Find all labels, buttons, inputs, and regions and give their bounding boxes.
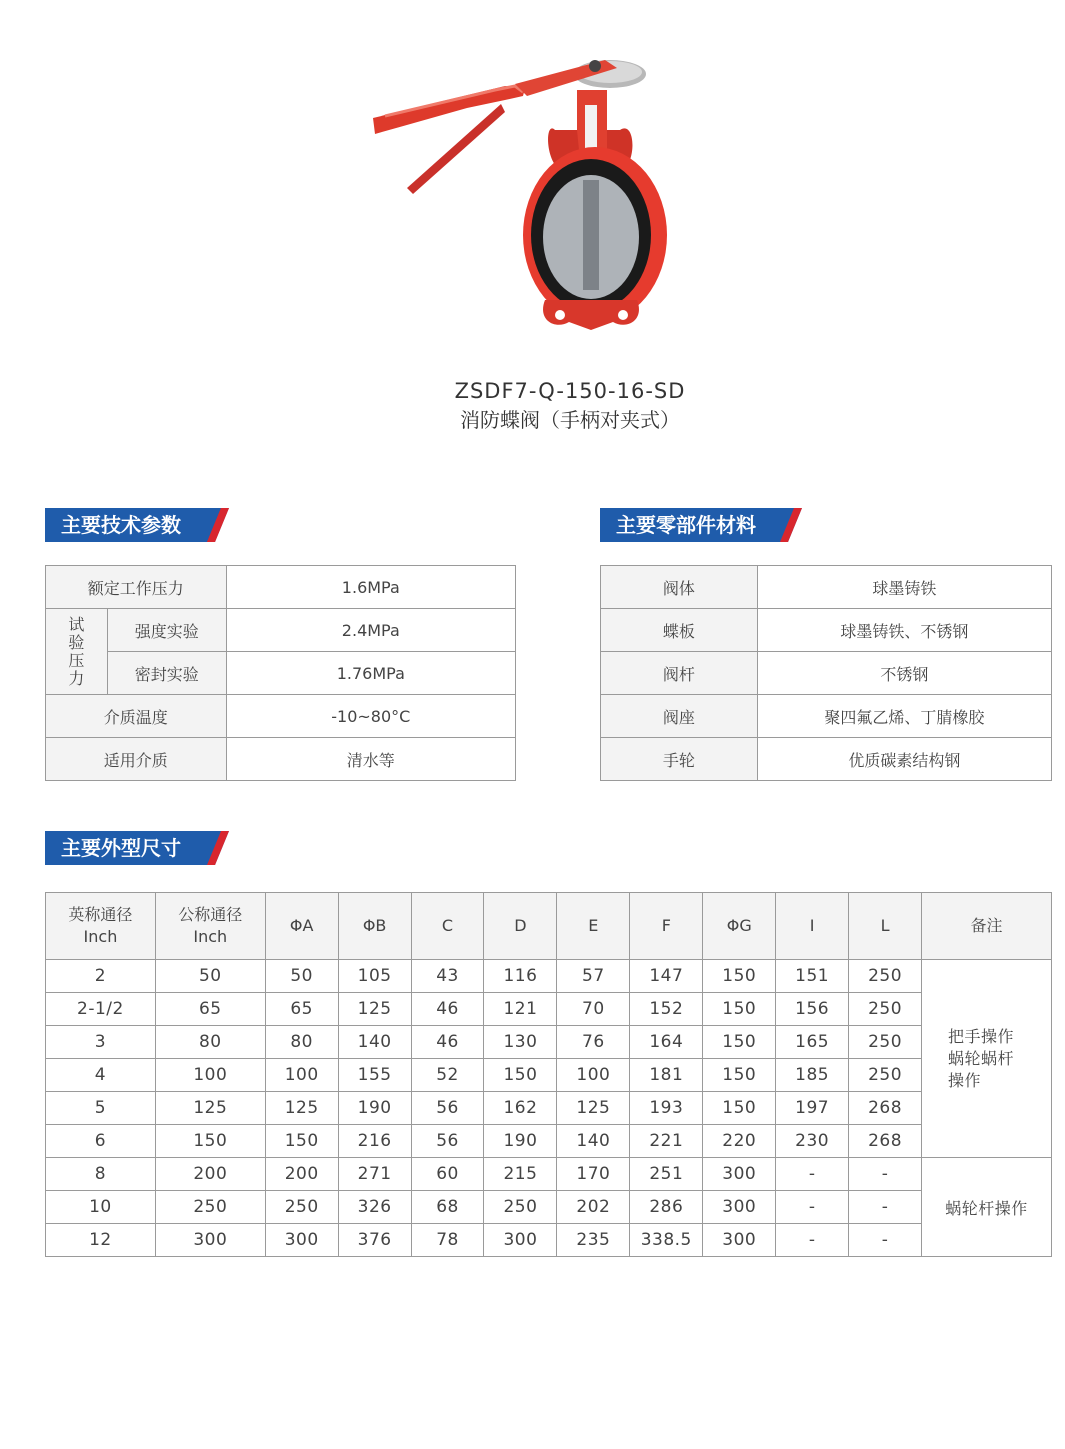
table-cell: 57 (557, 960, 630, 993)
table-row (601, 738, 1052, 781)
table-cell: 250 (849, 1059, 922, 1092)
table-cell: 121 (484, 993, 557, 1026)
table-cell: 197 (776, 1092, 849, 1125)
table-cell: 202 (557, 1191, 630, 1224)
table-cell: 100 (155, 1059, 265, 1092)
table-cell: 6 (46, 1125, 156, 1158)
note-cell-worm: 蜗轮杆操作 (922, 1158, 1052, 1257)
header-dn (155, 893, 265, 960)
header-c: C (411, 893, 484, 960)
table-row (46, 1158, 1052, 1191)
table-cell: 268 (849, 1125, 922, 1158)
strength-test-value: 2.4MPa (226, 609, 515, 652)
header-dn-cn: 公称通径 (178, 905, 243, 924)
table-cell: 150 (265, 1125, 338, 1158)
header-g: ΦG (703, 893, 776, 960)
table-row (46, 1059, 1052, 1092)
medium-temp-label: 介质温度 (46, 695, 227, 738)
table-cell: 70 (557, 993, 630, 1026)
table-cell: - (849, 1158, 922, 1191)
table-cell: 150 (703, 960, 776, 993)
table-cell: 68 (411, 1191, 484, 1224)
table-cell: 300 (703, 1191, 776, 1224)
table-cell: 235 (557, 1224, 630, 1257)
table-cell: 140 (557, 1125, 630, 1158)
table-cell: 12 (46, 1224, 156, 1257)
seal-test-value: 1.76MPa (226, 652, 515, 695)
table-cell: 251 (630, 1158, 703, 1191)
product-name: 消防蝶阀（手柄对夹式） (460, 408, 680, 432)
table-row (46, 1092, 1052, 1125)
header-dn-en: Inch (193, 927, 228, 946)
table-cell: 230 (776, 1125, 849, 1158)
table-row (46, 1191, 1052, 1224)
table-cell: 185 (776, 1059, 849, 1092)
table-cell: 271 (338, 1158, 411, 1191)
table-cell: 65 (155, 993, 265, 1026)
table-cell: 125 (265, 1092, 338, 1125)
table-cell: 150 (484, 1059, 557, 1092)
table-cell: 46 (411, 1026, 484, 1059)
table-cell: 300 (703, 1158, 776, 1191)
table-row (46, 738, 516, 781)
table-cell: 46 (411, 993, 484, 1026)
table-cell: 250 (849, 960, 922, 993)
test-pressure-text: 试验压力 (68, 614, 85, 688)
header-inch-en: Inch (83, 927, 118, 946)
table-cell: 80 (155, 1026, 265, 1059)
rated-pressure-value: 1.6MPa (226, 566, 515, 609)
table-cell: 105 (338, 960, 411, 993)
table-row (46, 1026, 1052, 1059)
materials-table (600, 565, 1052, 781)
section-title: 主要零部件材料 (600, 508, 780, 542)
applicable-medium-label: 适用介质 (46, 738, 227, 781)
material-part-label: 阀体 (601, 566, 758, 609)
slash-decoration-icon (780, 508, 802, 542)
table-cell: 250 (849, 993, 922, 1026)
table-cell: 193 (630, 1092, 703, 1125)
table-row (46, 566, 516, 609)
table-cell: 190 (484, 1125, 557, 1158)
table-cell: 100 (557, 1059, 630, 1092)
table-cell: 150 (155, 1125, 265, 1158)
table-cell: 220 (703, 1125, 776, 1158)
seal-test-label: 密封实验 (107, 652, 226, 695)
table-cell: 2 (46, 960, 156, 993)
table-cell: 76 (557, 1026, 630, 1059)
table-cell: 215 (484, 1158, 557, 1191)
table-cell: 78 (411, 1224, 484, 1257)
test-pressure-group-label (46, 609, 108, 695)
table-cell: 2-1/2 (46, 993, 156, 1026)
table-row (46, 652, 516, 695)
dimensions-table (45, 892, 1052, 1257)
table-cell: 216 (338, 1125, 411, 1158)
table-cell: 268 (849, 1092, 922, 1125)
table-cell: 150 (703, 1092, 776, 1125)
table-cell: 147 (630, 960, 703, 993)
table-row (601, 695, 1052, 738)
table-cell: 300 (484, 1224, 557, 1257)
material-part-label: 手轮 (601, 738, 758, 781)
table-cell: 155 (338, 1059, 411, 1092)
table-cell: 338.5 (630, 1224, 703, 1257)
table-cell: 130 (484, 1026, 557, 1059)
material-value: 球墨铸铁 (757, 566, 1051, 609)
table-cell: 162 (484, 1092, 557, 1125)
table-cell: 3 (46, 1026, 156, 1059)
header-f: F (630, 893, 703, 960)
table-cell: - (776, 1191, 849, 1224)
table-cell: 376 (338, 1224, 411, 1257)
table-cell: 50 (265, 960, 338, 993)
table-row (46, 993, 1052, 1026)
table-cell: 190 (338, 1092, 411, 1125)
table-cell: 200 (265, 1158, 338, 1191)
header-a: ΦA (265, 893, 338, 960)
table-cell: 125 (557, 1092, 630, 1125)
tech-params-table (45, 565, 516, 781)
product-title-block (0, 376, 1065, 434)
header-e: E (557, 893, 630, 960)
table-cell: 56 (411, 1125, 484, 1158)
table-cell: 8 (46, 1158, 156, 1191)
table-cell: 43 (411, 960, 484, 993)
table-row (46, 1125, 1052, 1158)
table-cell: 165 (776, 1026, 849, 1059)
table-cell: 286 (630, 1191, 703, 1224)
table-cell: 250 (155, 1191, 265, 1224)
header-inch (46, 893, 156, 960)
table-cell: 250 (849, 1026, 922, 1059)
table-row (46, 960, 1052, 993)
table-cell: 125 (338, 993, 411, 1026)
table-cell: 65 (265, 993, 338, 1026)
rated-pressure-label: 额定工作压力 (46, 566, 227, 609)
slash-decoration-icon (207, 508, 229, 542)
table-cell: 300 (703, 1224, 776, 1257)
header-note: 备注 (922, 893, 1052, 960)
table-cell: 221 (630, 1125, 703, 1158)
table-cell: 152 (630, 993, 703, 1026)
slash-decoration-icon (207, 831, 229, 865)
product-model: ZSDF7-Q-150-16-SD (454, 379, 686, 403)
note-cell-handle: 把手操作 蜗轮蜗杆 操作 (922, 960, 1052, 1158)
table-header-row (46, 893, 1052, 960)
table-cell: 150 (703, 1026, 776, 1059)
table-cell: 150 (703, 993, 776, 1026)
table-cell: 326 (338, 1191, 411, 1224)
butterfly-valve-image (355, 30, 695, 340)
table-cell: 181 (630, 1059, 703, 1092)
section-title: 主要外型尺寸 (45, 831, 207, 865)
header-inch-cn: 英称通径 (68, 905, 133, 924)
table-row (601, 652, 1052, 695)
table-row (46, 609, 516, 652)
table-cell: 60 (411, 1158, 484, 1191)
table-cell: 300 (265, 1224, 338, 1257)
table-cell: 200 (155, 1158, 265, 1191)
table-cell: 52 (411, 1059, 484, 1092)
table-cell: 170 (557, 1158, 630, 1191)
table-row (46, 695, 516, 738)
table-cell: 151 (776, 960, 849, 993)
header-i: I (776, 893, 849, 960)
material-value: 优质碳素结构钢 (757, 738, 1051, 781)
material-value: 不锈钢 (757, 652, 1051, 695)
material-part-label: 阀座 (601, 695, 758, 738)
material-value: 球墨铸铁、不锈钢 (757, 609, 1051, 652)
table-cell: - (776, 1158, 849, 1191)
strength-test-label: 强度实验 (107, 609, 226, 652)
table-cell: 300 (155, 1224, 265, 1257)
table-cell: 250 (265, 1191, 338, 1224)
header-d: D (484, 893, 557, 960)
header-l: L (849, 893, 922, 960)
table-row (601, 609, 1052, 652)
material-part-label: 阀杆 (601, 652, 758, 695)
table-cell: 56 (411, 1092, 484, 1125)
table-cell: - (849, 1191, 922, 1224)
table-cell: 10 (46, 1191, 156, 1224)
table-cell: 80 (265, 1026, 338, 1059)
applicable-medium-value: 清水等 (226, 738, 515, 781)
table-row (601, 566, 1052, 609)
table-cell: 4 (46, 1059, 156, 1092)
table-cell: 50 (155, 960, 265, 993)
material-value: 聚四氟乙烯、丁腈橡胶 (757, 695, 1051, 738)
table-cell: - (776, 1224, 849, 1257)
table-cell: 140 (338, 1026, 411, 1059)
section-title: 主要技术参数 (45, 508, 207, 542)
table-cell: - (849, 1224, 922, 1257)
table-cell: 250 (484, 1191, 557, 1224)
medium-temp-value: -10~80°C (226, 695, 515, 738)
table-cell: 100 (265, 1059, 338, 1092)
table-row (46, 1224, 1052, 1257)
material-part-label: 蝶板 (601, 609, 758, 652)
table-cell: 5 (46, 1092, 156, 1125)
table-cell: 150 (703, 1059, 776, 1092)
header-b: ΦB (338, 893, 411, 960)
table-cell: 116 (484, 960, 557, 993)
table-cell: 125 (155, 1092, 265, 1125)
table-cell: 156 (776, 993, 849, 1026)
table-cell: 164 (630, 1026, 703, 1059)
